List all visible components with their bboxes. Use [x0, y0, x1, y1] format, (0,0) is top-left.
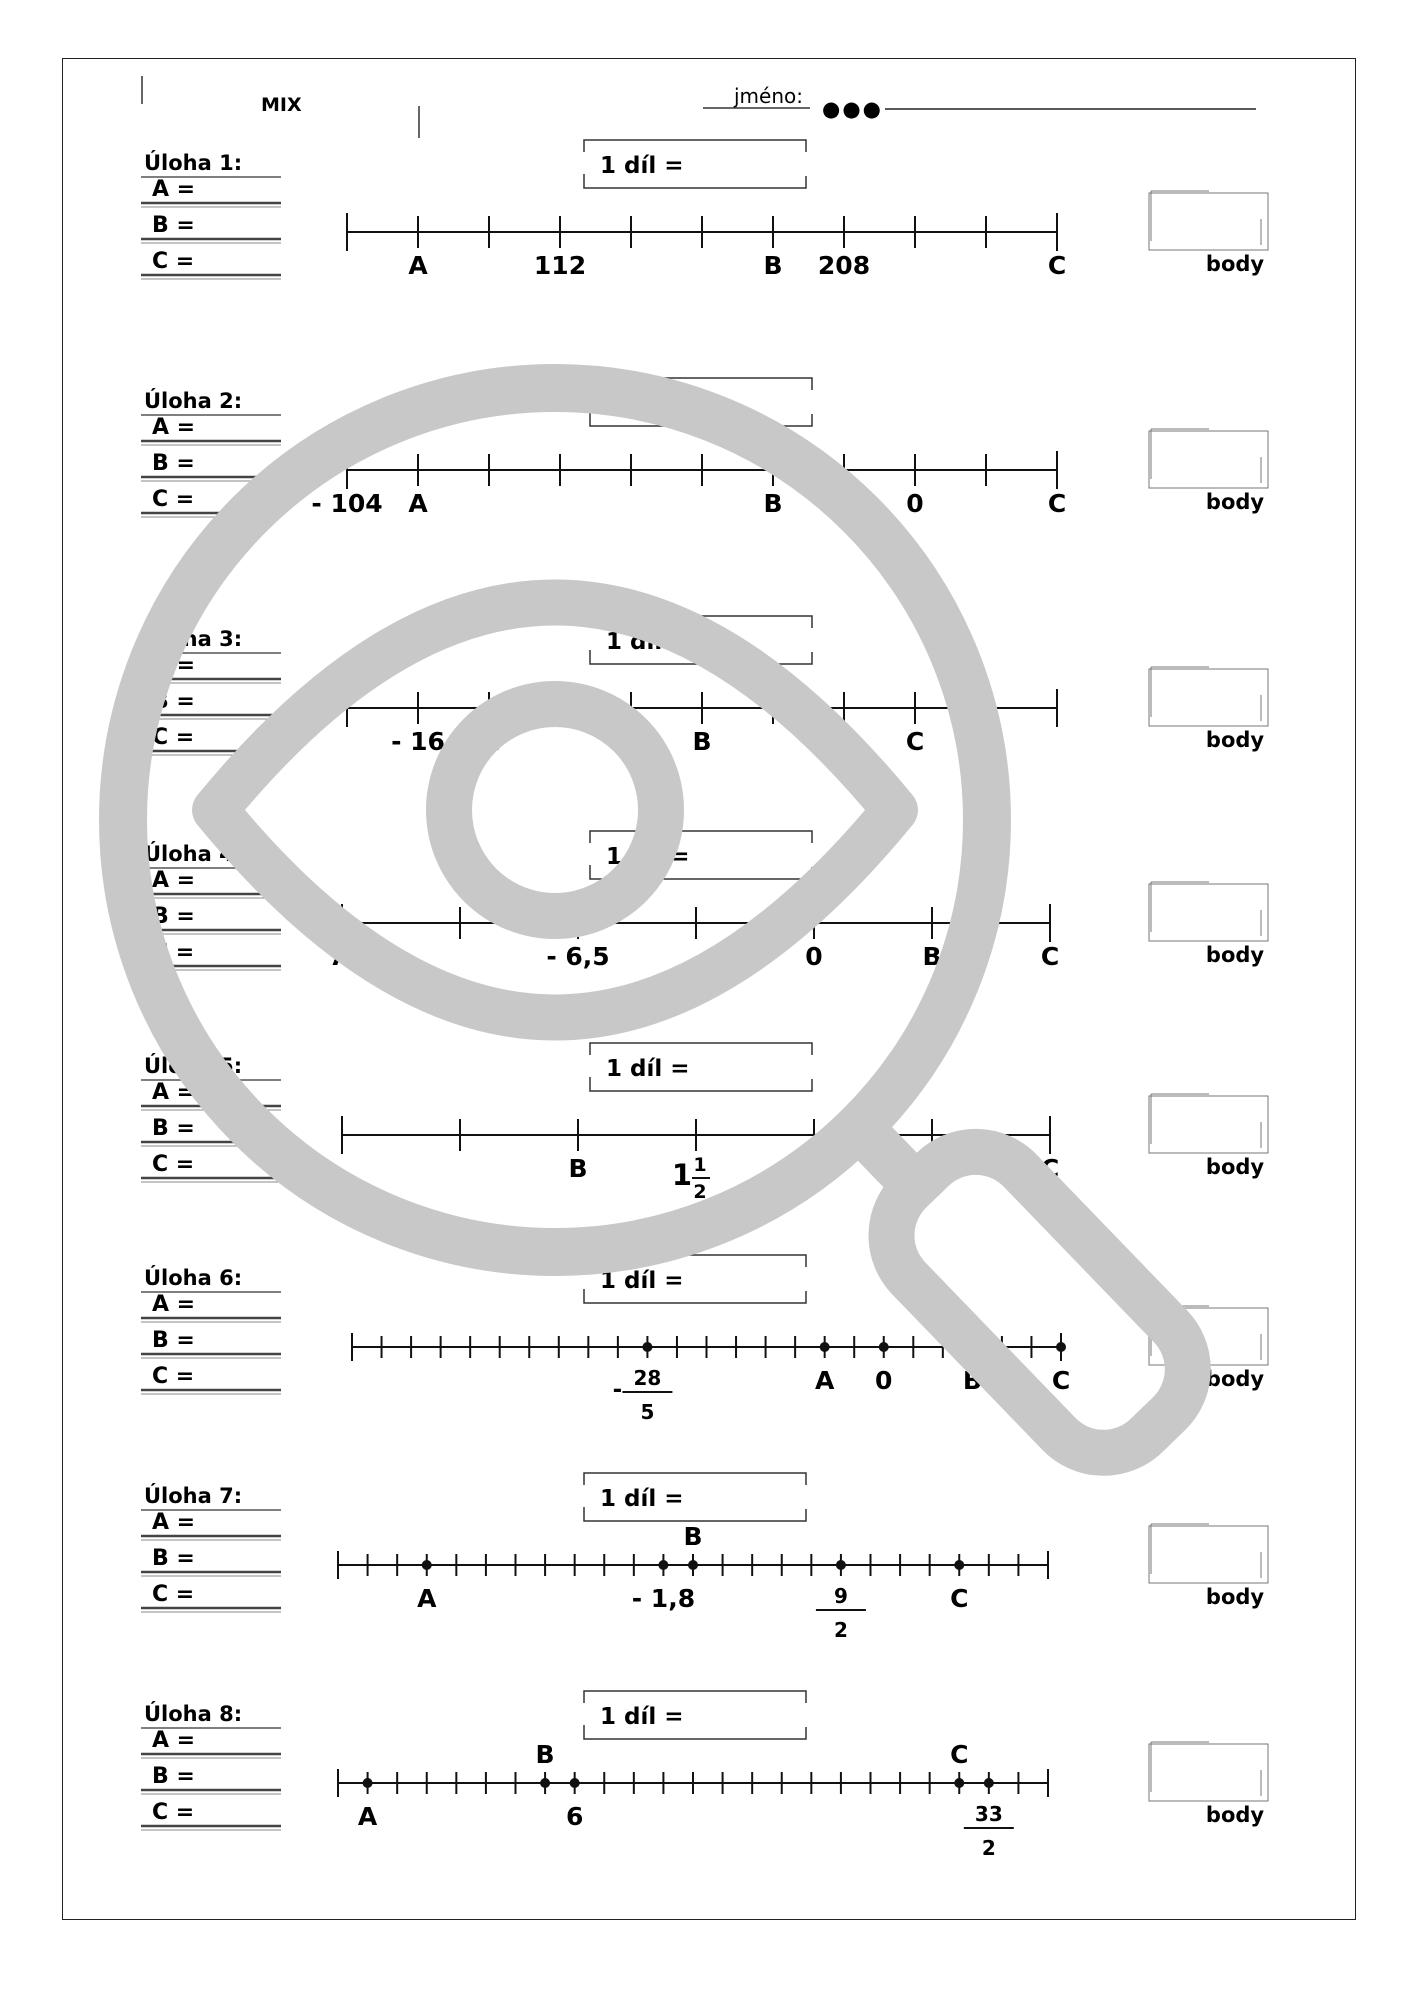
answer-label: B = [152, 689, 195, 714]
answer-label: B = [152, 1764, 195, 1789]
answer-label: C = [152, 1364, 195, 1389]
task-title: Úloha 7: [144, 1484, 243, 1508]
points-label: body [1205, 728, 1265, 752]
task-title: Úloha 4: [144, 842, 243, 866]
answer-label: A = [152, 1292, 196, 1317]
answer-label: C = [152, 1800, 195, 1825]
magnifier-handle [866, 1126, 1214, 1478]
axis-point [1056, 1342, 1066, 1352]
task-title: Úloha 5: [144, 1054, 243, 1078]
answer-label: B = [152, 213, 195, 238]
points-label: body [1205, 252, 1265, 276]
axis-label: A [479, 727, 499, 756]
axis-label: C [1047, 251, 1067, 280]
answer-label: A = [152, 415, 196, 440]
answer-label: A = [152, 653, 196, 678]
answer-label: C = [152, 1152, 195, 1177]
task-title: Úloha 3: [144, 627, 243, 651]
axis-label: C [905, 727, 925, 756]
axis-label: 0 [875, 1366, 893, 1395]
answer-label: B = [152, 1116, 195, 1141]
axis-label: 0 [805, 942, 823, 971]
points-box[interactable] [1149, 669, 1268, 726]
answer-label: B = [152, 451, 195, 476]
name-label: jméno: [734, 84, 803, 108]
answer-label: B = [152, 1328, 195, 1353]
fraction-numerator: 9 [833, 1584, 848, 1608]
answer-label: A = [152, 1080, 196, 1105]
axis-label: A [408, 251, 428, 280]
points-box[interactable] [1149, 1526, 1268, 1583]
sheet-title: MIX [261, 94, 302, 116]
axis-label: A [408, 489, 428, 518]
points-box[interactable] [1149, 1096, 1268, 1153]
axis-label: - 104 [311, 489, 383, 518]
axis-point [422, 1560, 432, 1570]
axis-point [363, 1778, 373, 1788]
part-label: 1 díl = [600, 1486, 684, 1512]
points-label: body [1205, 490, 1265, 514]
part-label: 1 díl = [600, 1704, 684, 1730]
number-line [311, 451, 1066, 518]
axis-label: B [692, 727, 712, 756]
axis-label: A [814, 1366, 835, 1395]
eye-pupil [449, 704, 661, 916]
axis-label: C [1051, 1366, 1071, 1395]
answer-label: B = [152, 1546, 195, 1571]
answer-label: A = [152, 868, 196, 893]
part-box-top [584, 1473, 806, 1485]
points-box[interactable] [1149, 1744, 1268, 1801]
task-title: Úloha 1: [144, 151, 243, 175]
axis-label: A [332, 942, 352, 971]
fraction-numerator: 1 [693, 1154, 707, 1176]
axis-label: C [1047, 489, 1067, 518]
magnifier-neck [850, 1118, 905, 1175]
axis-point [954, 1560, 964, 1570]
points-label: body [1205, 1367, 1265, 1391]
task-title: Úloha 8: [144, 1702, 243, 1726]
axis-label: - 16 [391, 727, 445, 756]
answer-label: C = [152, 940, 195, 965]
axis-label: C [1040, 942, 1060, 971]
task-7 [141, 1473, 1268, 1642]
part-label: 1 díl = [606, 391, 690, 417]
mixed-whole: 1 [671, 1158, 693, 1192]
answer-label: A = [152, 1510, 196, 1535]
points-box[interactable] [1149, 884, 1268, 941]
header [142, 76, 1256, 138]
axis-point [688, 1560, 698, 1570]
points-label: body [1205, 1803, 1265, 1827]
axis-label: B [535, 1740, 555, 1769]
fraction-denominator: 5 [640, 1400, 655, 1424]
axis-label: B [962, 1366, 982, 1395]
axis-label: - 6,5 [546, 942, 610, 971]
part-box-top [584, 1691, 806, 1703]
axis-point [879, 1342, 889, 1352]
part-label: 1 díl = [606, 1056, 690, 1082]
points-label: body [1205, 1155, 1265, 1179]
axis-label: 112 [533, 251, 587, 280]
answer-label: A = [152, 1728, 196, 1753]
axis-label: C [950, 1584, 969, 1613]
points-label: body [1205, 1585, 1265, 1609]
axis-label: A [357, 1802, 378, 1831]
axis-label: C [1040, 1154, 1060, 1183]
answer-label: C = [152, 487, 195, 512]
points-box[interactable] [1149, 193, 1268, 250]
fraction-sign: - [612, 1377, 623, 1403]
axis-label: C [950, 1740, 969, 1769]
axis-label: A [804, 1154, 824, 1183]
part-box-top [590, 831, 812, 843]
fraction-denominator: 2 [693, 1181, 707, 1203]
part-label: 1 díl = [606, 844, 690, 870]
axis-label: B [683, 1522, 703, 1551]
axis-label: B [763, 251, 783, 280]
task-8 [141, 1691, 1268, 1860]
number-line [338, 1522, 1048, 1642]
axis-label: B [922, 942, 942, 971]
axis-point [642, 1342, 652, 1352]
axis-point [984, 1778, 994, 1788]
answer-label: A = [152, 177, 196, 202]
axis-label: 208 [817, 251, 871, 280]
task-1 [141, 140, 1268, 280]
points-box[interactable] [1149, 431, 1268, 488]
axis-label: B [568, 1154, 588, 1183]
number-line [347, 213, 1066, 280]
axis-label: 6 [565, 1802, 584, 1831]
axis-point [570, 1778, 580, 1788]
axis-label: - 1,8 [631, 1584, 696, 1613]
name-dots: ●●● [822, 97, 883, 121]
task-title: Úloha 2: [144, 389, 243, 413]
axis-label: A [417, 1584, 437, 1613]
answer-label: C = [152, 249, 195, 274]
fraction-denominator: 2 [833, 1618, 848, 1642]
part-box-top [590, 1043, 812, 1055]
axis-point [820, 1342, 830, 1352]
fraction-denominator: 2 [981, 1836, 996, 1860]
part-label: 1 díl = [600, 1268, 684, 1294]
points-label: body [1205, 943, 1265, 967]
part-box-top [584, 140, 806, 152]
number-line [338, 1740, 1048, 1860]
fraction-numerator: 28 [633, 1366, 662, 1390]
part-label: 1 díl = [600, 153, 684, 179]
axis-point [836, 1560, 846, 1570]
answer-label: C = [152, 1582, 195, 1607]
axis-point [954, 1778, 964, 1788]
task-title: Úloha 6: [144, 1266, 243, 1290]
answer-label: B = [152, 904, 195, 929]
axis-label: B [763, 489, 783, 518]
fraction-numerator: 33 [974, 1802, 1003, 1826]
axis-point [540, 1778, 550, 1788]
axis-point [658, 1560, 668, 1570]
axis-label: 0 [906, 489, 924, 518]
part-label: 1 díl = [606, 629, 690, 655]
answer-label: C = [152, 725, 195, 750]
